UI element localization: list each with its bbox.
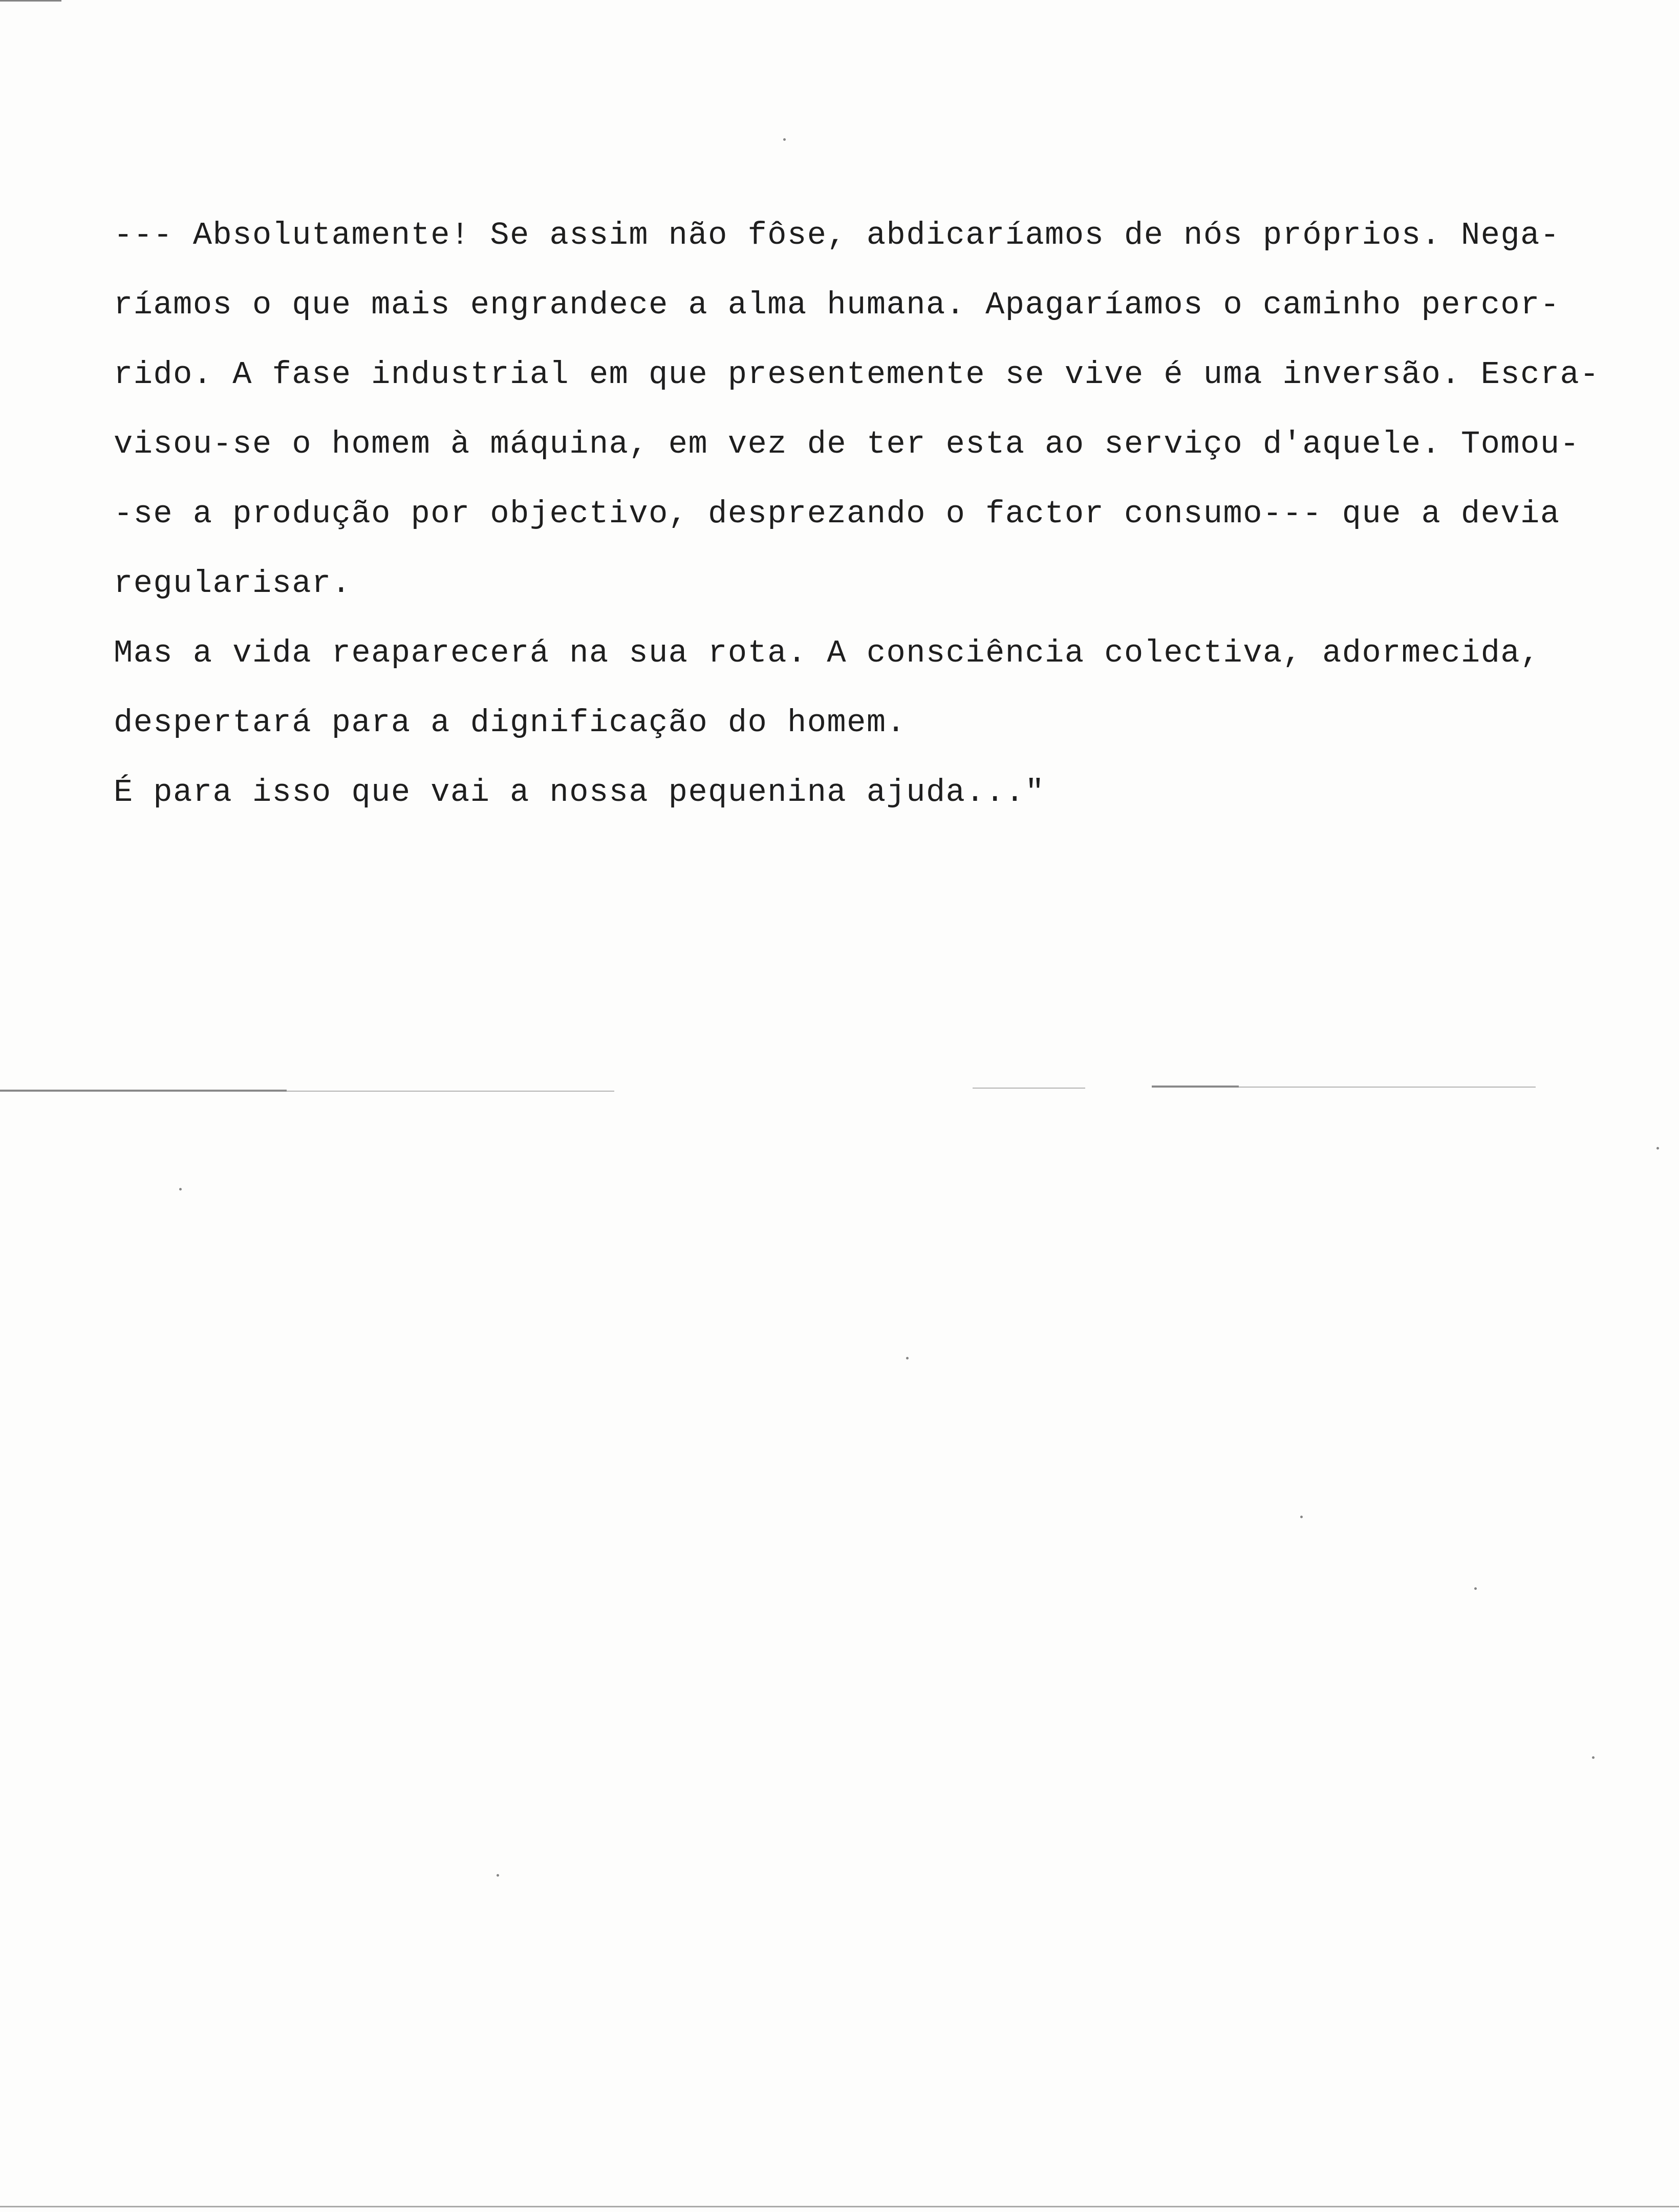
dust-speck	[179, 1188, 182, 1190]
dust-speck	[1300, 1516, 1303, 1518]
text-line: rido. A fase industrial em que presentemente se vive é uma inversão. Escra-	[114, 356, 1600, 393]
dust-speck	[783, 138, 786, 141]
scan-fold-line	[973, 1088, 1085, 1089]
text-line: ríamos o que mais engrandece a alma humana. Apagaríamos o caminho percor-	[114, 287, 1560, 323]
text-line: --- Absolutamente! Se assim não fôse, abdicaríamos de nós próprios. Nega-	[114, 217, 1560, 253]
dust-speck	[906, 1357, 909, 1359]
scan-fold-line	[0, 1090, 287, 1092]
top-left-rule	[0, 0, 61, 2]
text-line: É para isso que vai a nossa pequenina ajuda..."	[114, 774, 1045, 811]
text-line: visou-se o homem à máquina, em vez de ter esta ao serviço d'aquele. Tomou-	[114, 426, 1580, 462]
bottom-edge-line	[0, 2206, 1679, 2207]
text-line: Mas a vida reaparecerá na sua rota. A consciência colectiva, adormecida,	[114, 635, 1540, 671]
dust-speck	[1656, 1147, 1659, 1150]
text-line: despertará para a dignificação do homem.	[114, 705, 907, 741]
scan-fold-line	[1239, 1087, 1536, 1088]
dust-speck	[1592, 1756, 1595, 1759]
dust-speck	[1474, 1587, 1477, 1590]
text-line: -se a produção por objectivo, desprezando o factor consumo--- que a devia	[114, 496, 1560, 532]
scan-fold-line	[1152, 1086, 1239, 1088]
dust-speck	[497, 1874, 499, 1877]
text-line: regularisar.	[114, 565, 352, 602]
scan-fold-line	[287, 1091, 614, 1092]
typed-text-block	[114, 201, 1613, 827]
